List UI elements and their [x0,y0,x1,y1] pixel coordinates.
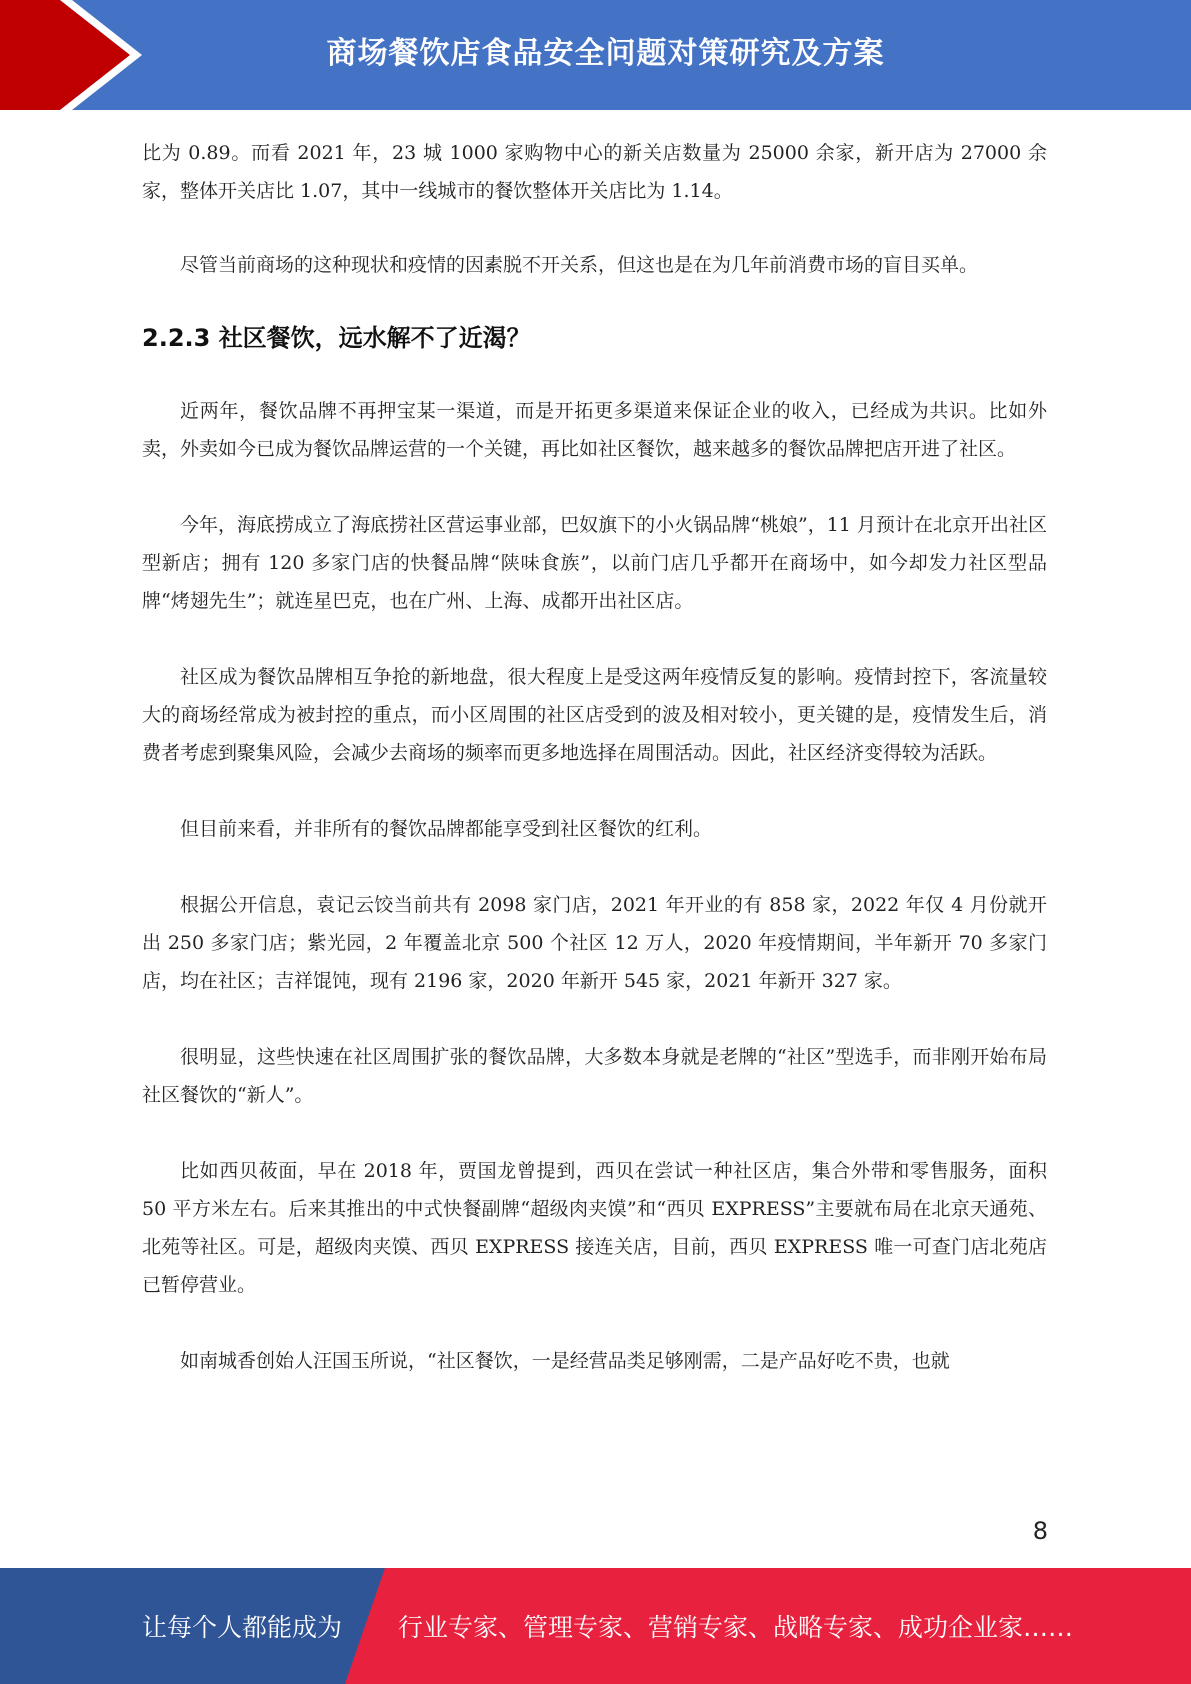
page-footer [0,1568,1191,1684]
page-number: 8 [1032,1517,1048,1545]
paragraph: 但目前来看，并非所有的餐饮品牌都能享受到社区餐饮的红利。 [180,818,713,840]
paragraph: 很明显，这些快速在社区周围扩张的餐饮品牌，大多数本身就是老牌的“社区”型选手，而非刚开始布局社区餐饮的“新人”。 [142,1046,1047,1106]
paragraph-continued: 比为 0.89。而看 2021 年，23 城 1000 家购物中心的新关店数量为 25000 余家，新开店为 27000 余家，整体开关店比 1.07，其中一线城市的餐饮整体开关店比为 1.14。 [142,142,1047,202]
footer-slogan-right: 行业专家、管理专家、营销专家、战略专家、成功企业家…… [398,1613,1074,1642]
section-heading: 2.2.3 社区餐饮，远水解不了近渴？ [142,324,531,352]
paragraph: 如南城香创始人汪国玉所说，“社区餐饮，一是经营品类足够刚需，二是产品好吃不贵，也就 [180,1350,950,1372]
paragraph: 根据公开信息，袁记云饺当前共有 2098 家门店，2021 年开业的有 858 家，2022 年仅 4 月份就开出 250 多家门店；紫光园，2 年覆盖北京 500 个社区 12 万人，2020 年疫情期间，半年新开 70 多家门店，均在社区；吉祥馄饨，现有 2196 家，2020 年新开 545 家，2021 年新开 327 家。 [142,894,1047,992]
paragraph: 社区成为餐饮品牌相互争抢的新地盘，很大程度上是受这两年疫情反复的影响。疫情封控下，客流量较大的商场经常成为被封控的重点，而小区周围的社区店受到的波及相对较小，更关键的是，疫情发生后，消费者考虑到聚集风险，会减少去商场的频率而更多地选择在周围活动。因此，社区经济变得较为活跃。 [142,666,1047,764]
footer-slogan-left: 让每个人都能成为 [142,1613,343,1642]
paragraph: 比如西贝莜面，早在 2018 年，贾国龙曾提到，西贝在尝试一种社区店，集合外带和零售服务，面积 50 平方米左右。后来其推出的中式快餐副牌“超级肉夹馍”和“西贝 EXPRESS”主要就布局在北京天通苑、北苑等社区。可是，超级肉夹馍、西贝 EXPRESS 接连关店，目前，西贝 EXPRESS 唯一可查门店北苑店已暂停营业。 [142,1160,1047,1296]
document-body [142,134,1047,1418]
page-header [0,0,1191,110]
paragraph: 尽管当前商场的这种现状和疫情的因素脱不开关系，但这也是在为几年前消费市场的盲目买单。 [180,254,979,276]
paragraph: 今年，海底捞成立了海底捞社区营运事业部，巴奴旗下的小火锅品牌“桃娘”，11 月预计在北京开出社区型新店；拥有 120 多家门店的快餐品牌“陕味食族”，以前门店几乎都开在商场中，如今却发力社区型品牌“烤翅先生”；就连星巴克，也在广州、上海、成都开出社区店。 [142,514,1047,612]
paragraph: 近两年，餐饮品牌不再押宝某一渠道，而是开拓更多渠道来保证企业的收入，已经成为共识。比如外卖，外卖如今已成为餐饮品牌运营的一个关键，再比如社区餐饮，越来越多的餐饮品牌把店开进了社区。 [142,400,1047,460]
header-title: 商场餐饮店食品安全问题对策研究及方案 [326,36,885,71]
